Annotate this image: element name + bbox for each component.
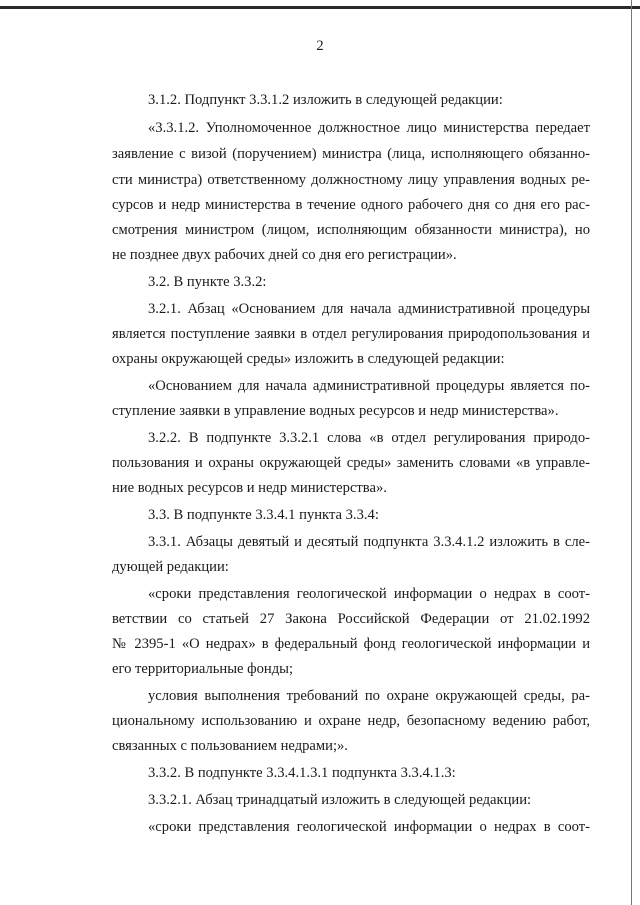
text-line: 3.2.2. В подпункте 3.3.2.1 слова «в отдел регулирования природо- xyxy=(148,430,590,446)
text-line: циональному использованию и охране недр, безопасному ведению работ, xyxy=(112,713,590,729)
text-line: «сроки представления геологической информации о недрах в соот- xyxy=(148,819,590,835)
text-line: охраны окружающей среды» изложить в следующей редакции: xyxy=(112,351,505,367)
text-line: «Основанием для начала административной процедуры является по- xyxy=(148,378,590,394)
text-line: 3.3. В подпункте 3.3.4.1 пункта 3.3.4: xyxy=(148,507,379,523)
text-line: ние водных ресурсов и недр министерства». xyxy=(112,480,387,496)
text-line: № 2395-1 «О недрах» в федеральный фонд геологической информации и xyxy=(112,636,590,652)
text-line: 3.3.2.1. Абзац тринадцатый изложить в следующей редакции: xyxy=(148,792,532,808)
text-line: 3.3.1. Абзацы девятый и десятый подпункта 3.3.4.1.2 изложить в сле- xyxy=(148,534,590,550)
text-line: его территориальные фонды; xyxy=(112,661,294,677)
text-line: пользования и охраны окружающей среды» заменить словами «в управле- xyxy=(112,455,590,471)
text-line: является поступление заявки в отдел регулирования природопользования и xyxy=(112,326,590,342)
text-line: «сроки представления геологической информации о недрах в соот- xyxy=(148,586,590,602)
page-number: 2 xyxy=(316,38,324,54)
text-line: связанных с пользованием недрами;». xyxy=(112,738,348,754)
text-line: не позднее двух рабочих дней со дня его регистрации». xyxy=(112,247,457,263)
text-line: сти министра) ответственному должностному лицу управления водных ре- xyxy=(112,172,590,188)
text-line: 3.1.2. Подпункт 3.3.1.2 изложить в следующей редакции: xyxy=(148,92,503,108)
text-line: 3.3.2. В подпункте 3.3.4.1.3.1 подпункта 3.3.4.1.3: xyxy=(148,765,456,781)
text-line: смотрения министром (лицом, исполняющим обязанности министра), но xyxy=(112,222,590,238)
text-line: сурсов и недр министерства в течение одного рабочего дня со дня его рас- xyxy=(112,197,590,213)
right-border-line xyxy=(631,0,632,905)
text-line: 3.2. В пункте 3.3.2: xyxy=(148,274,267,290)
text-line: дующей редакции: xyxy=(112,559,229,575)
top-border-line xyxy=(0,6,640,9)
text-line: 3.2.1. Абзац «Основанием для начала административной процедуры xyxy=(148,301,590,317)
text-line: ветствии со статьей 27 Закона Российской Федерации от 21.02.1992 xyxy=(112,611,590,627)
text-line: условия выполнения требований по охране окружающей среды, ра- xyxy=(148,688,590,704)
text-line: ступление заявки в управление водных ресурсов и недр министерства». xyxy=(112,403,559,419)
text-line: «3.3.1.2. Уполномоченное должностное лицо министерства передает xyxy=(148,120,590,136)
text-line: заявление с визой (поручением) министра (лица, исполняющего обязанно- xyxy=(112,146,590,162)
